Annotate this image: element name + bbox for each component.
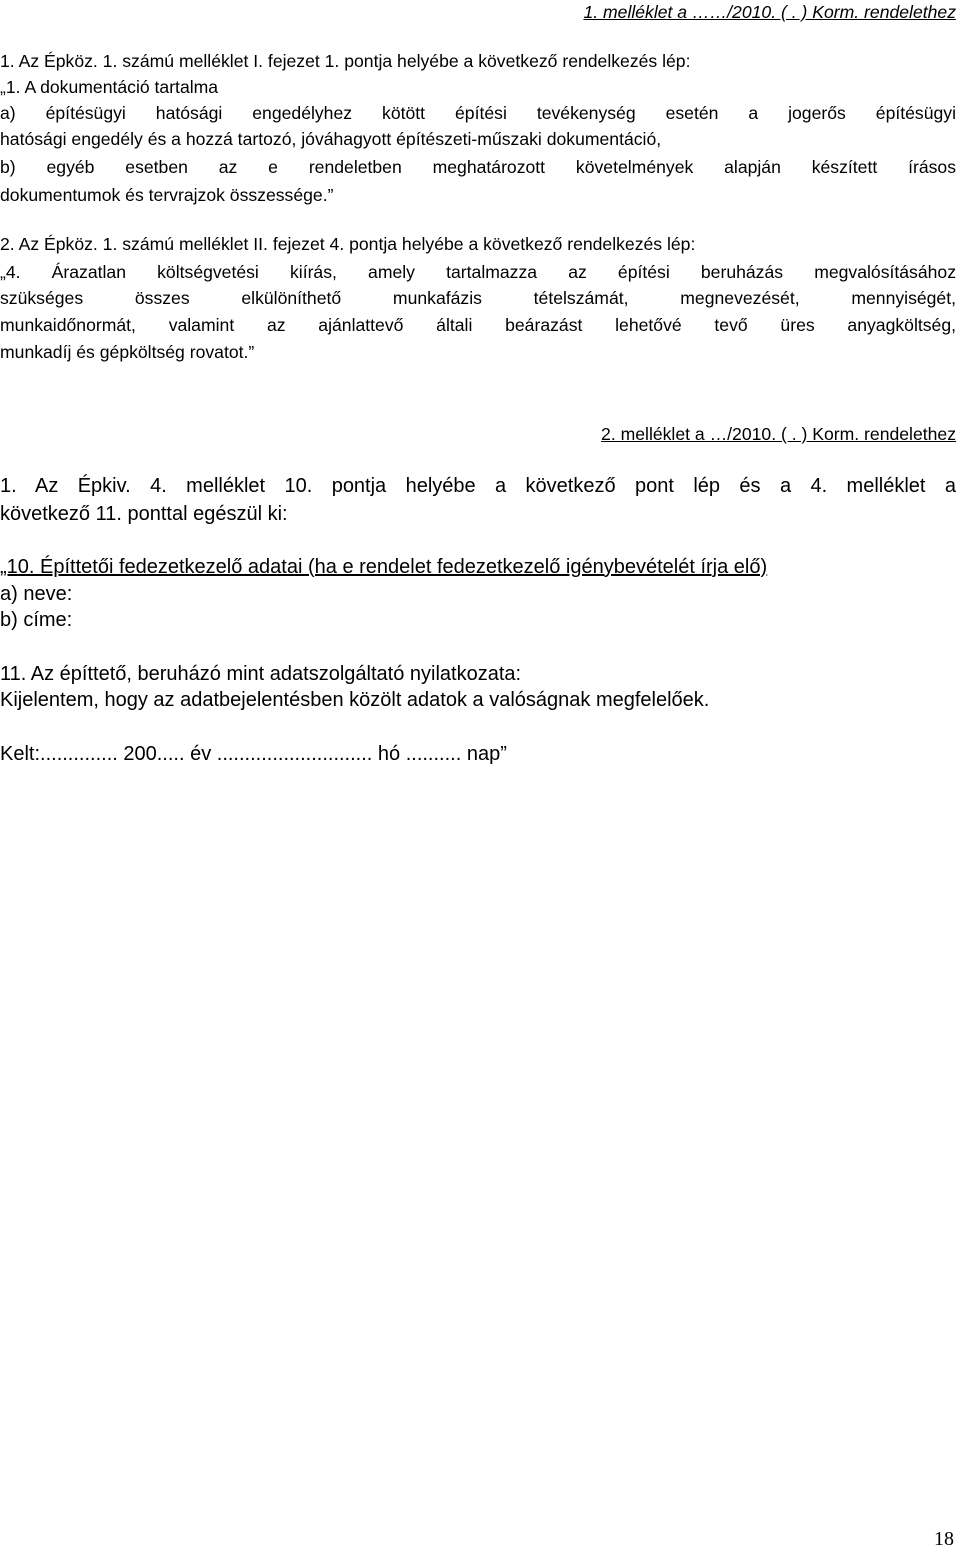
annex2-intro-line: következő 11. ponttal egészül ki: [0, 503, 288, 525]
annex1-item1-a-line: hatósági engedély és a hozzá tartozó, jóváhagyott építészeti-műszaki dokumentáció, [0, 129, 662, 149]
page-number: 18 [934, 1528, 954, 1550]
annex1-item1-b-line: b) egyéb esetben az e rendeletben meghatározott követelmények alapján készített írásos [0, 157, 956, 177]
annex2-point11-title: 11. Az építtető, beruházó mint adatszolgáltató nyilatkozata: [0, 663, 522, 685]
annex1-item2-line: „4. Árazatlan költségvetési kiírás, amely tartalmazza az építési beruházás megvalósításához [0, 262, 956, 282]
annex1-item2-line: szükséges összes elkülöníthető munkafázis tételszámát, megnevezését, mennyiségét, [0, 288, 956, 308]
annex1-item1-intro: 1. Az Épköz. 1. számú melléklet I. fejezet 1. pontja helyébe a következő rendelkezés lép: [0, 51, 691, 71]
annex1-item2-intro: 2. Az Épköz. 1. számú melléklet II. fejezet 4. pontja helyébe a következő rendelkezés lép: [0, 234, 696, 254]
annex1-item2-line: munkaidőnormát, valamint az ajánlattevő általi beárazást lehetővé tevő üres anyagköltség, [0, 315, 956, 335]
annex1-heading: 1. melléklet a ……/2010. ( . ) Korm. rendelethez [583, 2, 956, 22]
annex1-item2-line: munkadíj és gépköltség rovatot.” [0, 342, 255, 362]
annex2-point10-title: „10. Építtetői fedezetkezelő adatai (ha e rendelet fedezetkezelő igénybevételét írja elő) [0, 556, 768, 578]
annex1-item1-b-line: dokumentumok és tervrajzok összessége.” [0, 185, 334, 205]
annex2-heading: 2. melléklet a …/2010. ( . ) Korm. rendelethez [601, 424, 956, 444]
annex1-item1-a-line: a) építésügyi hatósági engedélyhez kötött építési tevékenység esetén a jogerős építésügyi [0, 103, 956, 123]
annex2-intro-line: 1. Az Épkiv. 4. melléklet 10. pontja helyébe a következő pont lép és a 4. melléklet a [0, 475, 956, 497]
annex2-point10-a: a) neve: [0, 583, 73, 605]
annex1-item1-title: „1. A dokumentáció tartalma [0, 77, 219, 97]
annex2-kelt-line: Kelt:.............. 200..... év ............................ hó .......... nap” [0, 743, 507, 765]
annex2-point11-statement: Kijelentem, hogy az adatbejelentésben közölt adatok a valóságnak megfelelőek. [0, 689, 710, 711]
annex2-point10-b: b) címe: [0, 609, 73, 631]
